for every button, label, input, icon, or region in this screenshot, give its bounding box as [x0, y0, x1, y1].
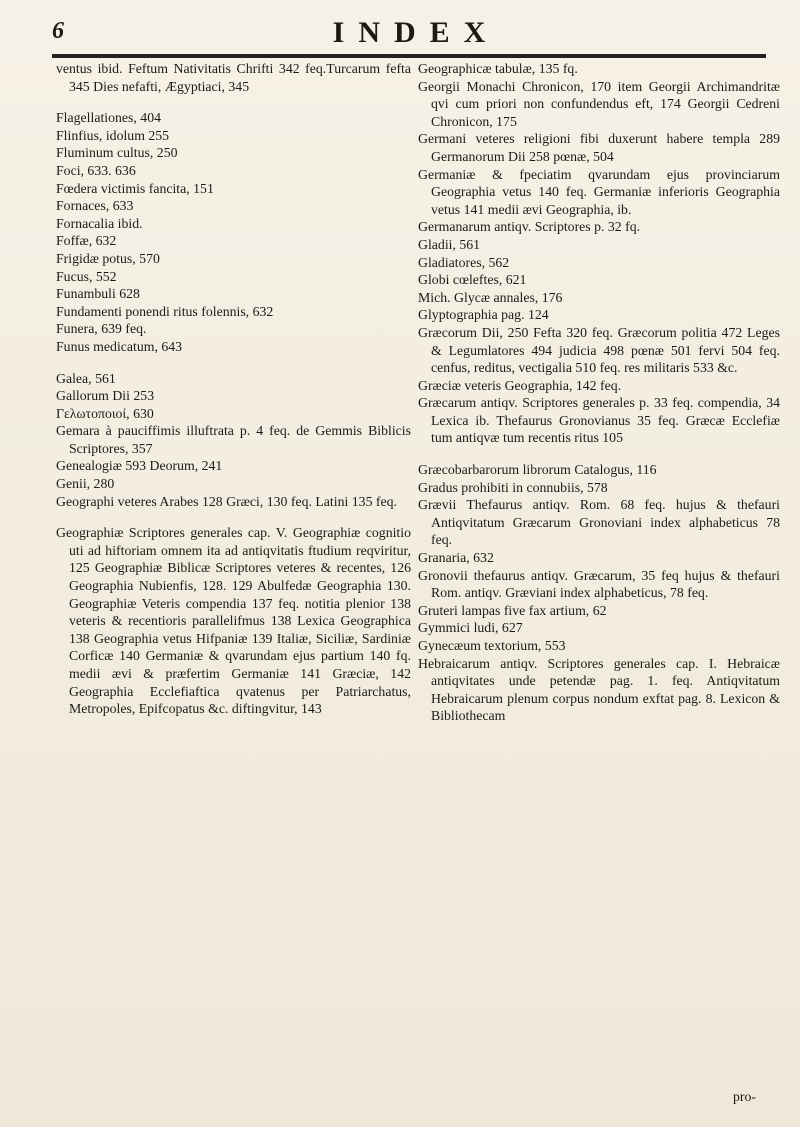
index-entry: Gymmici ludi, 627	[418, 620, 523, 636]
right-column	[418, 60, 780, 725]
index-entry: Fucus, 552	[56, 268, 117, 284]
section-gap	[56, 356, 411, 370]
index-entry: Fœdera victimis fancita, 151	[56, 180, 214, 196]
index-entry: Gradus prohibiti in connubiis, 578	[418, 479, 608, 495]
index-entry: Geographiæ Scriptores generales cap. V. Geographiæ cognitio uti ad hiftoriam omnem ita ad antiqvitatis ftudium reqviritur, 125 Geographiæ Biblicæ Scriptores veteres & recentes, 126 Geographia Nubienfis, 128. 129 Abulfedæ Geographia 130. Geographiæ Veteris compendia 137 feq. notitia plenior 138 veteris & recentioris parallelifmus 138 Lexica Geographica 138 Geographia vetus Hifpaniæ 139 Italiæ, Siciliæ, Sardiniæ Corficæ 140 Germaniæ & qvarundam ejus partium 140 fq. medii ævi & præfertim Germaniæ 141 Græciæ, 142 Geographia Ecclefiaftica qvatenus per Patriarchatus, Metropoles, Epifcopatus &c. diftingvitur, 143	[56, 525, 411, 717]
index-entry: Genii, 280	[56, 476, 115, 492]
index-entry: Georgii Monachi Chronicon, 170 item Georgii Archimandritæ qvi cum priori non confundendus eft, 174 Georgii Cedreni Chronicon, 175	[418, 78, 780, 129]
index-entry: Gronovii thefaurus antiqv. Græcarum, 35 feq hujus & thefauri Rom. antiqv. Græviani index alphabeticus, 78 feq.	[418, 567, 780, 601]
index-entry: Gladii, 561	[418, 236, 481, 252]
index-entry: Genealogiæ 593 Deorum, 241	[56, 458, 223, 474]
index-entry: Germani veteres religioni fibi duxerunt habere templa 289 Germanorum Dii 258 pœnæ, 504	[418, 131, 780, 164]
index-entry: Græciæ veteris Geographia, 142 feq.	[418, 377, 622, 393]
left-column	[56, 60, 411, 718]
index-entry: Foci, 633. 636	[56, 162, 136, 178]
index-entry: Germanarum antiqv. Scriptores p. 32 fq.	[418, 219, 641, 235]
index-entry: Gynecæum textorium, 553	[418, 638, 566, 653]
index-entry: Gemara à pauciffimis illuftrata p. 4 feq. de Gemmis Biblicis Scriptores, 357	[56, 423, 411, 456]
index-entry: Flagellationes, 404	[56, 110, 161, 126]
index-entry: Funera, 639 feq.	[56, 321, 147, 337]
index-entry: Geographicæ tabulæ, 135 fq.	[418, 61, 578, 76]
index-entry: Græcobarbarorum librorum Catalogus, 116	[418, 462, 657, 478]
section-gap	[56, 95, 411, 109]
section-gap	[418, 447, 780, 461]
index-entry: Galea, 561	[56, 370, 116, 386]
catchword: pro-	[733, 1089, 756, 1104]
page-number: 6	[52, 18, 64, 44]
index-entry: Fornaces, 633	[56, 198, 134, 214]
index-entry: Gladiatores, 562	[418, 254, 510, 270]
index-entry: Grævii Thefaurus antiqv. Rom. 68 feq. hujus & thefauri Antiqvitatum Græcarum Gronoviani index alphabeticus 78 feq.	[418, 497, 780, 548]
index-entry: ventus ibid. Feftum Nativitatis Chrifti 342 feq.Turcarum fefta 345 Dies nefafti, Ægyptiaci, 345	[56, 61, 411, 94]
index-entry: Frigidæ potus, 570	[56, 250, 160, 266]
page-header	[52, 18, 766, 54]
header-rule	[52, 54, 766, 58]
index-entry: Geographi veteres Arabes 128 Græci, 130 feq. Latini 135 feq.	[56, 493, 397, 509]
index-entry: Fluminum cultus, 250	[56, 145, 178, 161]
index-entry: Glyptographia pag. 124	[418, 307, 549, 323]
index-entry: Foffæ, 632	[56, 233, 117, 249]
index-entry: Flinfius, idolum 255	[56, 127, 170, 143]
index-entry: Græcorum Dii, 250 Fefta 320 feq. Græcorum politia 472 Leges & Legumlatores 494 judicia 498 pœnæ 501 fervi 504 feq. cenfus, reditus, vectigalia 510 feq. res militaris 533 &c.	[418, 324, 780, 376]
index-entry: Gruteri lampas five fax artium, 62	[418, 602, 607, 618]
index-entry: Gallorum Dii 253	[56, 388, 155, 404]
index-entry: Globi cœleftes, 621	[418, 272, 527, 288]
section-gap	[56, 510, 411, 524]
index-entry: Funambuli 628	[56, 286, 140, 302]
index-entry: Γελωτοποιοί, 630	[56, 405, 154, 421]
index-entry: Fornacalia ibid.	[56, 215, 143, 231]
index-entry: Mich. Glycæ annales, 176	[418, 289, 563, 305]
index-entry: Hebraicarum antiqv. Scriptores generales cap. I. Hebraicæ antiqvitates unde petendæ pag. 1. feq. Antiqvitatum Hebraicarum plenum corpus nondum exftat pag. 8. Lexicon & Bibliothecam	[418, 655, 780, 724]
index-entry: Græcarum antiqv. Scriptores generales p. 33 feq. compendia, 34 Lexica ib. Thefaurus Gronovianus 35 feq. Græcæ Ecclefiæ tum antiqvæ tum recentis ritus 105	[418, 395, 780, 446]
index-entry: Germaniæ & fpeciatim qvarundam ejus provinciarum Geographia vetus 140 feq. Germaniæ inferioris Geographia vetus 141 medii ævi Geographia, ib.	[418, 166, 780, 217]
index-entry: Funus medicatum, 643	[56, 338, 183, 354]
index-entry: Granaria, 632	[418, 550, 494, 566]
page-title: INDEX	[332, 16, 500, 49]
index-entry: Fundamenti ponendi ritus folennis, 632	[56, 303, 274, 319]
